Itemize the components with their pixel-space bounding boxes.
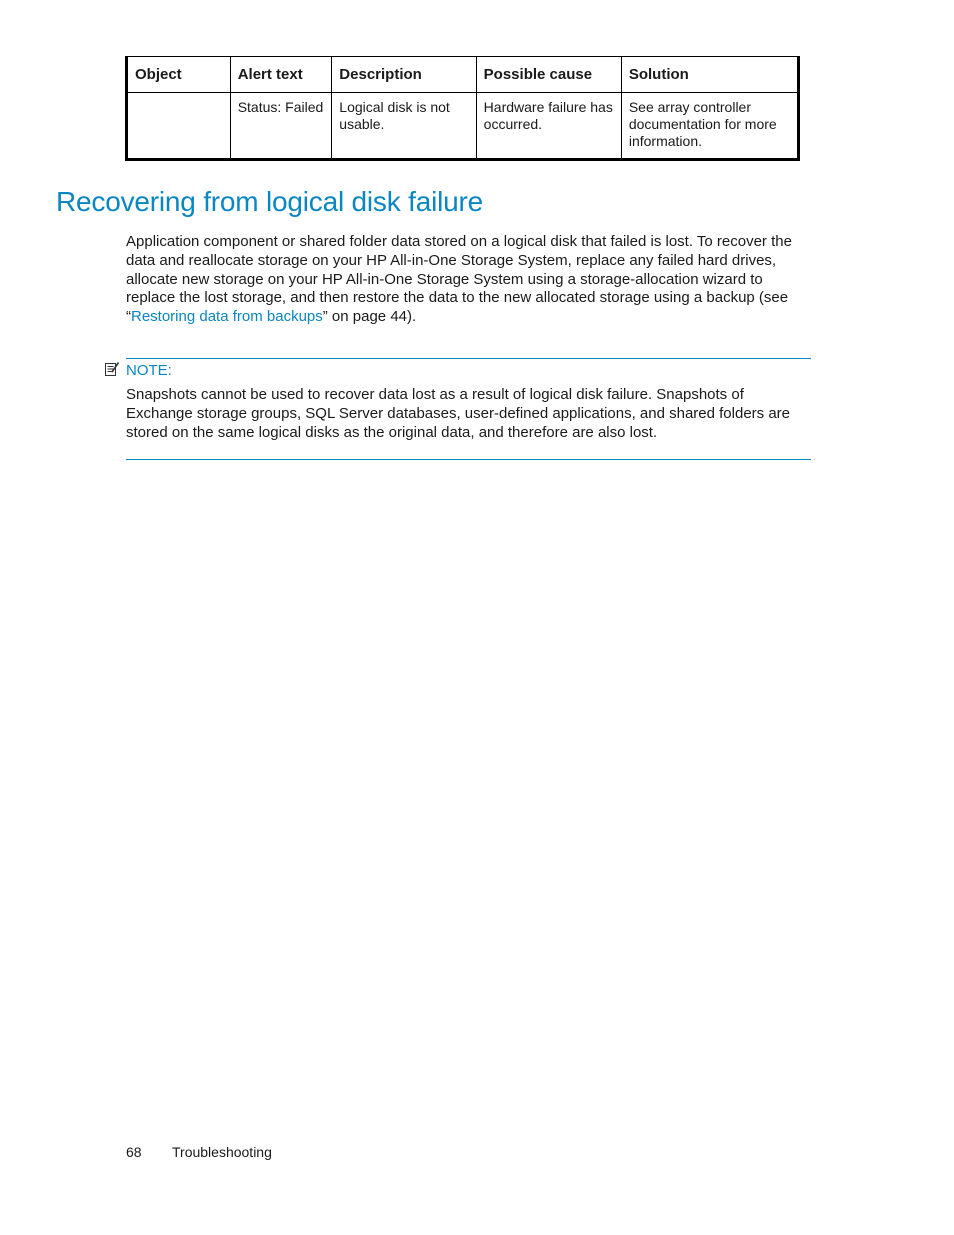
column-header-object: Object xyxy=(127,57,231,93)
page-number: 68 xyxy=(126,1144,142,1160)
note-label: NOTE: xyxy=(126,362,172,379)
cross-reference-link[interactable]: Restoring data from backups xyxy=(131,308,323,326)
body-paragraph xyxy=(126,233,806,327)
table-cell-object xyxy=(127,93,231,160)
table-cell-possible-cause: Hardware failure has occurred. xyxy=(476,93,621,160)
alert-table xyxy=(125,56,800,161)
table-cell-alert-text: Status: Failed xyxy=(230,93,332,160)
column-header-description: Description xyxy=(332,57,476,93)
table-header-row xyxy=(127,57,799,93)
table-cell-description: Logical disk is not usable. xyxy=(332,93,476,160)
paragraph-text: Application component or shared folder data stored on a logical disk that failed is lost. To recover the data and reallocate storage on your HP All-in-One Storage System, replace any failed hard drives, allocate new storage on your HP All-in-One Storage System using a storage-allocation wizard to replace the lost storage, and then restore the data to the new allocated storage using a backup (see “ xyxy=(126,233,792,326)
column-header-alert-text: Alert text xyxy=(230,57,332,93)
footer-section-name: Troubleshooting xyxy=(172,1144,272,1160)
column-header-possible-cause: Possible cause xyxy=(476,57,621,93)
note-text: Snapshots cannot be used to recover data lost as a result of logical disk failure. Snapshots of Exchange storage groups, SQL Server databases, user-defined applications, and shared folders are stored on the same logical disks as the original data, and therefore are also lost. xyxy=(126,386,791,441)
column-header-solution: Solution xyxy=(621,57,798,93)
table-cell-solution: See array controller documentation for more information. xyxy=(621,93,798,160)
note-icon xyxy=(104,361,120,377)
section-title: Recovering from logical disk failure xyxy=(56,186,483,217)
paragraph-text-tail: ” on page 44). xyxy=(322,308,417,326)
table-row xyxy=(127,93,799,160)
